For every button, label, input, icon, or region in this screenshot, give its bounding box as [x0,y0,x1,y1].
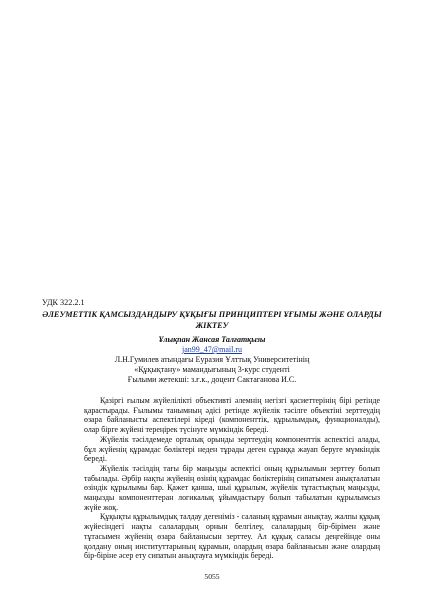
udc-code: УДК 322.2.1 [42,298,85,307]
author-block [0,335,424,385]
body-paragraph: Құқықты құрылымдық талдау дегеніміз - саланың құрамын анықтау, жалпы құқық жүйесіндегі нақты салалардың орнын белгілеу, салалардың бір-бірімен және тұтасымен жүйенің өзара байланысын зерттеу. Ал құқық саласы деңгейінде оны қолдану оның институттарының құрамын, олардың өзара байланысын және олардың бір-біріне әсер ету сипатын анықтауға мүмкіндік береді. [84,512,380,561]
author-email-link[interactable]: jan99_47@mail.ru [181,345,243,354]
body-paragraph: Жүйелік тәсілдің тағы бір маңызды аспектісі оның құрылымын зерттеу болып табылады. Әрбір нақты жүйенің өзінің құрамдас бөліктерінің сипатымен анықталатын өзіндік құрылымы бар. Қажет қанша, шыі құрылым, жүйелік тұтастықтың маңызды, маңызды компоненттеран логикалық ұйымдастыру болып табылатын құрылымсыз жүйе жоқ. [84,463,380,512]
article-body [84,396,380,561]
body-paragraph: Қазіргі ғылым жүйелілікті объективті әлемнің негізгі қасиеттерінің бірі ретінде қарастырады. Ғылымы танымның әдісі ретінде жүйелік тәсілге объектіні зерттеудің өзара байланысты аспектілері кіреді (компоненттік, құрылымдық, функционалды), олар бірге жүйені тереңірек түсінуге мүмкіндік береді. [84,396,380,435]
body-paragraph: Жүйелік тәсілдемеде орталық орынды зерттеудің компоненттік аспектісі алады, бұл жүйенің құрамдас бөліктері неден тұрады деген сұраққа жауап беруге мүмкіндік береді. [84,434,380,464]
page-number: 5055 [204,572,220,581]
author-affiliation-line: «Құқықтану» мамандығының 3-курс студенті [134,365,290,374]
author-affiliation-line: Л.Н.Гумилев атындағы Еуразия Ұлттық Университетінің [114,355,310,364]
article-title: ӘЛЕУМЕТТІК ҚАМСЫЗДАНДЫРУ ҚҰҚЫҒЫ ПРИНЦИПТЕРІ ҰҒЫМЫ ЖӘНЕ ОЛАРДЫ ЖІКТЕУ [42,310,382,330]
author-name: Ұлықпан Жансая Талғатқызы [158,335,266,344]
author-affiliation-line: Ғылыми жетекші: з.ғ.к., доцент Сактаганова И.С. [127,375,297,384]
